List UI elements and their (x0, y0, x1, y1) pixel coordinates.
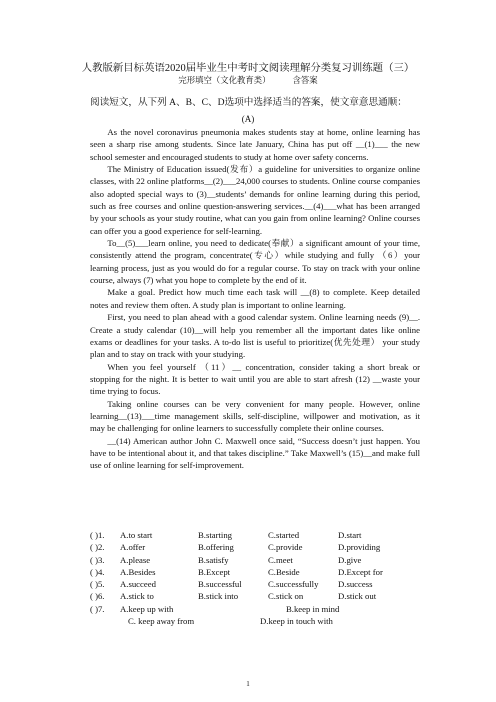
option-a: A.offer (120, 542, 146, 553)
option-b: B.starting (198, 530, 233, 540)
option-a: A.stick to (120, 591, 154, 602)
question-number: ( )3. (90, 554, 105, 565)
option-d: D.providing (338, 542, 381, 553)
paragraph: First, you need to plan ahead with a good calendar system. Online learning needs (9)__. Create a study calendar (10)__will help you remember all the important dates like online exams or deadlines for your tasks. A to-do list is useful to prioritize(优先处理） your study plan and to stay on track with your studying. (90, 312, 420, 360)
option-b: B.offering (198, 542, 234, 553)
option-d: D.Except for (338, 566, 383, 577)
option-d: D.success (338, 579, 373, 590)
option-b: B.successful (198, 579, 242, 590)
option-a: A.succeed (120, 579, 156, 590)
option-b: B.satisfy (198, 554, 229, 565)
option-b: B.stick into (198, 591, 239, 602)
option-c: B.keep in mind (286, 603, 340, 614)
question-number: ( )2. (90, 542, 105, 553)
option-a: A.to start (120, 530, 153, 540)
option-a: A.please (120, 554, 151, 565)
option-b: B.Except (198, 566, 231, 577)
passage (90, 126, 420, 472)
paragraph: To__(5)___learn online, you need to dedicate(奉献）a significant amount of your time, consistently attend the program, concentrate(专心）while studying and fully （6）your learning process, just as you would do for a regular course. To stay on track with your online course, always (7) what you hope to complete by the end of it. (90, 238, 420, 286)
options-list (90, 529, 430, 627)
page-number: 1 (246, 680, 250, 688)
option-row (90, 554, 430, 566)
option-d: D.stick out (338, 591, 377, 602)
option-c: D.keep in touch with (260, 616, 333, 627)
document-title: 人教版新目标英语2020届毕业生中考时文阅读理解分类复习训练题（三） (81, 63, 415, 74)
document-subtitle (0, 75, 496, 86)
option-d: D.start (338, 530, 362, 540)
option-row (90, 566, 430, 578)
option-row (90, 615, 430, 627)
question-number: ( )6. (90, 591, 105, 602)
question-number: ( )5. (90, 579, 105, 590)
option-c: C.started (268, 530, 300, 540)
option-d: D.give (338, 554, 362, 565)
paragraph: Make a goal. Predict how much time each task will __(8) to complete. Keep detailed notes and review them often. A study plan is important to online learning. (90, 287, 420, 310)
option-c: C.successfully (268, 579, 319, 590)
instruction-text: 阅读短文，从下列 A、B、C、D选项中选择适当的答案，使文章意思通顺： (90, 97, 407, 108)
question-number: ( )7. (90, 603, 105, 614)
option-row (90, 590, 430, 602)
subtitle-category: 完形填空（文化教育类） (178, 76, 271, 85)
question-number: ( )4. (90, 566, 105, 577)
option-a: A.keep up with (120, 603, 174, 614)
paragraph: When you feel yourself （11）__ concentration, consider taking a short break or stopping for the night. It is better to wait until you are able to start afresh (12) __waste your time trying to focus. (90, 361, 420, 397)
paragraph: The Ministry of Education issued(发布）a guideline for universities to organize online classes, with 22 online platforms__(2)___24,000 courses to students. Online course companies also adopted special ways to (3)__students’ demands for online learning during this period, such as free courses and online question-answering services.__(4)___what has been arranged by your schools as your study routine, what can you gain from online learning? Online courses can offer you a good experience for self-learning. (90, 164, 420, 236)
option-c: C.provide (268, 542, 303, 553)
subtitle-answer-note: 含答案 (292, 76, 318, 85)
option-c: C.meet (268, 554, 293, 565)
option-row (90, 541, 430, 553)
paragraph: Taking online courses can be very convenient for many people. However, online learning__(13)___time management skills, self-discipline, willpower and motivation, as it may be challenging for online learners to successfully complete their online courses. (90, 398, 420, 434)
option-a: A.Besides (120, 566, 156, 577)
question-number: ( )1. (90, 530, 105, 540)
option-row (90, 578, 430, 590)
option-c: C.Beside (268, 566, 300, 577)
option-c: C.stick on (268, 591, 304, 602)
section-label: (A) (241, 114, 255, 124)
option-a: C. keep away from (128, 616, 195, 627)
paragraph: As the novel coronavirus pneumonia makes students stay at home, online learning has seen a sharp rise among students. Since late January, China has put off __(1)___ the new school semester and encouraged students to study at home over safety concerns. (90, 127, 420, 162)
paragraph: __(14) American author John C. Maxwell once said, “Success doesn’t just happen. You have to be intentional about it, and that takes discipline.” Take Maxwell’s (15)__and make full use of online learning for self-improvement. (90, 435, 420, 471)
option-row (90, 529, 430, 541)
option-row (90, 603, 430, 615)
